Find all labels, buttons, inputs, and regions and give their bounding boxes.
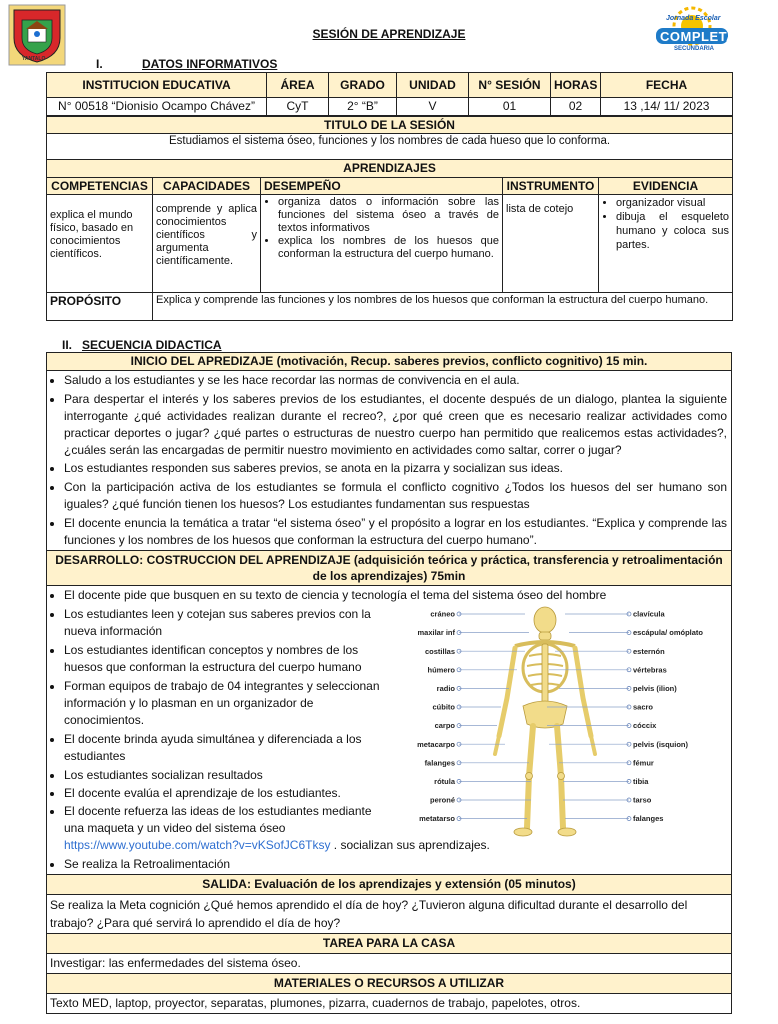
skeleton-figure bbox=[495, 607, 595, 836]
desempeno-item: • explica los nombres de los huesos que conforman la estructura del cuerpo humano. bbox=[278, 235, 499, 261]
bone-label: radio bbox=[436, 684, 455, 693]
bone-label: costillas bbox=[424, 646, 455, 656]
video-link[interactable]: https://www.youtube.com/watch?v=vKSofJC6Tksy bbox=[64, 838, 331, 852]
inicio-item: • Para despertar el interés y los saberes previos de los estudiantes, el docente después de un dialogo, plantea la siguiente interrogante ¿qué actividades realizan durante el recreo?, ¿por qué creen que es necesario realizar actividades como practicar deportes o jugar? ¿qué partes o estructuras de nuestro cuerpo han permitido que realicemos estas actividades?, ¿cuáles serán las encargadas de permitir nuestro movimiento en actividades como saltar, correr o jugar? bbox=[64, 391, 727, 459]
aprendizajes-table bbox=[46, 116, 733, 321]
bone-label: vértebras bbox=[633, 665, 667, 675]
bone-label: escápula/ omóplato bbox=[633, 628, 704, 638]
header-horas: HORAS bbox=[551, 73, 601, 98]
section-1-label: DATOS INFORMATIVOS bbox=[142, 57, 278, 71]
header-unidad: UNIDAD bbox=[397, 73, 469, 98]
header-competencias: COMPETENCIAS bbox=[47, 178, 153, 195]
section-1-number: I. bbox=[96, 57, 103, 71]
value-sesion: 01 bbox=[469, 98, 551, 116]
jec-line1: Jornada Escolar bbox=[666, 15, 721, 22]
value-institucion: N° 00518 “Dionisio Ocampo Chávez” bbox=[47, 98, 267, 116]
bone-label: húmero bbox=[427, 665, 455, 675]
competencia-text: explica el mundo físico, basado en conocimientos científicos. bbox=[50, 209, 134, 260]
value-unidad: V bbox=[397, 98, 469, 116]
inicio-item: • Con la participación activa de los estudiantes se formula el conflicto cognitivo ¿Todos los huesos del ser humano son iguales? ¿qué función tienen los huesos? Los estudiantes fundamentan sus respuestas bbox=[64, 479, 727, 513]
desarrollo-body bbox=[47, 586, 732, 875]
proposito-text: Explica y comprende las funciones y los nombres de los huesos que conforman la estructura del cuerpo humano. bbox=[153, 293, 733, 321]
crest-text: YANTALO bbox=[22, 56, 46, 62]
competencia-cell bbox=[47, 195, 153, 293]
bone-label: tarso bbox=[633, 795, 652, 805]
inicio-item: • Saludo a los estudiantes y se les hace recordar las normas de convivencia en el aula. bbox=[64, 372, 727, 389]
secuencia-table bbox=[46, 352, 732, 1014]
bone-label: cúbito bbox=[432, 702, 455, 712]
jec-line2: COMPLETA bbox=[660, 29, 736, 44]
section-2-label: SECUENCIA DIDACTICA bbox=[82, 338, 222, 352]
jec-line3: SECUNDARIA bbox=[674, 46, 715, 52]
value-area: CyT bbox=[267, 98, 329, 116]
video-after-text: . socializan sus aprendizajes. bbox=[330, 838, 490, 852]
bone-label: metatarso bbox=[419, 814, 455, 824]
section-2-number: II. bbox=[62, 338, 73, 352]
desempeno-item: • organiza datos o información sobre las funciones del sistema óseo a través de textos informativos bbox=[278, 196, 499, 235]
tarea-header: TAREA PARA LA CASA bbox=[47, 934, 732, 954]
bone-label: pelvis (isquion) bbox=[633, 739, 689, 749]
desarrollo-header: DESARROLLO: COSTRUCCION DEL APRENDIZAJE (adquisición teórica y práctica, transferencia y retroalimentación de los aprendizajes) 75min bbox=[47, 551, 732, 586]
salida-header: SALIDA: Evaluación de los aprendizajes y extensión (05 minutos) bbox=[47, 875, 732, 895]
desarrollo-item: • Los estudiantes leen y cotejan sus saberes previos con la nueva información bbox=[64, 606, 382, 640]
header-desempeno: DESEMPEÑO bbox=[261, 178, 503, 195]
desarrollo-item: • El docente evalúa el aprendizaje de los estudiantes. bbox=[64, 785, 382, 802]
titulo-label: TITULO DE LA SESIÓN bbox=[47, 117, 733, 134]
inicio-item: • El docente enuncia la temática a tratar “el sistema óseo” y el propósito a lograr en los estudiantes. “Explica y comprende las funciones y los nombres de los huesos que conforman la estructura del cuerpo humano”. bbox=[64, 515, 727, 549]
video-line bbox=[50, 837, 724, 854]
bone-label: tibia bbox=[633, 777, 649, 786]
bone-label: metacarpo bbox=[417, 739, 455, 749]
section-1-heading bbox=[96, 57, 277, 71]
inicio-header: INICIO DEL APREDIZAJE (motivación, Recup. saberes previos, conflicto cognitivo) 15 min. bbox=[47, 353, 732, 371]
materiales-header: MATERIALES O RECURSOS A UTILIZAR bbox=[47, 974, 732, 994]
value-grado: 2° “B” bbox=[329, 98, 397, 116]
header-grado: GRADO bbox=[329, 73, 397, 98]
instrumento-text: lista de cotejo bbox=[506, 203, 574, 215]
bone-label: esternón bbox=[633, 646, 665, 656]
bone-label: sacro bbox=[633, 702, 654, 712]
desarrollo-item: • El docente refuerza las ideas de los estudiantes mediante una maqueta y un video del sistema óseo bbox=[64, 803, 382, 837]
bone-label: cráneo bbox=[430, 609, 455, 619]
header-evidencia: EVIDENCIA bbox=[599, 178, 733, 195]
desarrollo-item: • Los estudiantes socializan resultados bbox=[64, 767, 382, 784]
capacidad-cell bbox=[153, 195, 261, 293]
header-institucion: INSTITUCION EDUCATIVA bbox=[47, 73, 267, 98]
desempeno-cell bbox=[261, 195, 503, 293]
bone-label: falanges bbox=[633, 814, 664, 824]
skeleton-illustration bbox=[397, 606, 704, 838]
page-title: SESIÓN DE APRENDIZAJE bbox=[312, 27, 466, 41]
header-capacidades: CAPACIDADES bbox=[153, 178, 261, 195]
evidencia-item: • organizador visual bbox=[616, 196, 729, 210]
desarrollo-item: • Forman equipos de trabajo de 04 integrantes y seleccionan información y lo plasman en un organizador de conocimientos. bbox=[64, 678, 382, 729]
info-value-row bbox=[47, 98, 733, 116]
info-header-row bbox=[47, 73, 733, 98]
value-horas: 02 bbox=[551, 98, 601, 116]
aprendizajes-label: APRENDIZAJES bbox=[47, 160, 733, 178]
instrumento-cell bbox=[503, 195, 599, 293]
bone-label: pelvis (ilion) bbox=[633, 684, 677, 693]
bone-label: rótula bbox=[434, 777, 455, 786]
retro-item: • Se realiza la Retroalimentación bbox=[64, 856, 728, 873]
bone-label: falanges bbox=[424, 758, 455, 768]
salida-text: Se realiza la Meta cognición ¿Qué hemos aprendido el día de hoy? ¿Tuvieron alguna dificultad durante el desarrollo del trabajo? ¿Para qué servirá lo aprendido el día de hoy? bbox=[47, 895, 732, 934]
titulo-text: Estudiamos el sistema óseo, funciones y los nombres de cada hueso que lo conforma. bbox=[47, 134, 733, 160]
header-fecha: FECHA bbox=[601, 73, 733, 98]
evidencia-cell bbox=[599, 195, 733, 293]
inicio-item: • Los estudiantes responden sus saberes previos, se anota en la pizarra y socializan sus ideas. bbox=[64, 460, 727, 477]
proposito-label: PROPÓSITO bbox=[47, 293, 153, 321]
tarea-text: Investigar: las enfermedades del sistema óseo. bbox=[47, 954, 732, 974]
bone-label: maxilar inf bbox=[417, 628, 455, 638]
bone-label: cóccix bbox=[633, 721, 657, 731]
value-fecha: 13 ,14/ 11/ 2023 bbox=[601, 98, 733, 116]
bone-label: peroné bbox=[429, 795, 455, 805]
datos-informativos-table bbox=[46, 72, 733, 116]
desarrollo-first-item: • El docente pide que busquen en su texto de ciencia y tecnología el tema del sistema óseo del hombre bbox=[64, 587, 728, 604]
header-sesion: N° SESIÓN bbox=[469, 73, 551, 98]
section-2-heading bbox=[62, 338, 222, 352]
bone-label: fémur bbox=[633, 758, 654, 768]
bone-label: carpo bbox=[434, 721, 455, 731]
materiales-text: Texto MED, laptop, proyector, separatas, plumones, pizarra, cuadernos de trabajo, papelotes, otros. bbox=[47, 994, 732, 1014]
header-instrumento: INSTRUMENTO bbox=[503, 178, 599, 195]
evidencia-item: • dibuja el esqueleto humano y coloca sus partes. bbox=[616, 210, 729, 252]
desarrollo-item: • El docente brinda ayuda simultánea y diferenciada a los estudiantes bbox=[64, 731, 382, 765]
bone-label: clavícula bbox=[633, 609, 665, 619]
inicio-body bbox=[47, 371, 732, 551]
desarrollo-item: • Los estudiantes identifican conceptos y nombres de los huesos que conforman la estructura del cuerpo humano bbox=[64, 642, 382, 676]
header-area: ÁREA bbox=[267, 73, 329, 98]
capacidad-text: comprende y aplica conocimientos científicos y argumenta científicamente. bbox=[156, 203, 257, 267]
